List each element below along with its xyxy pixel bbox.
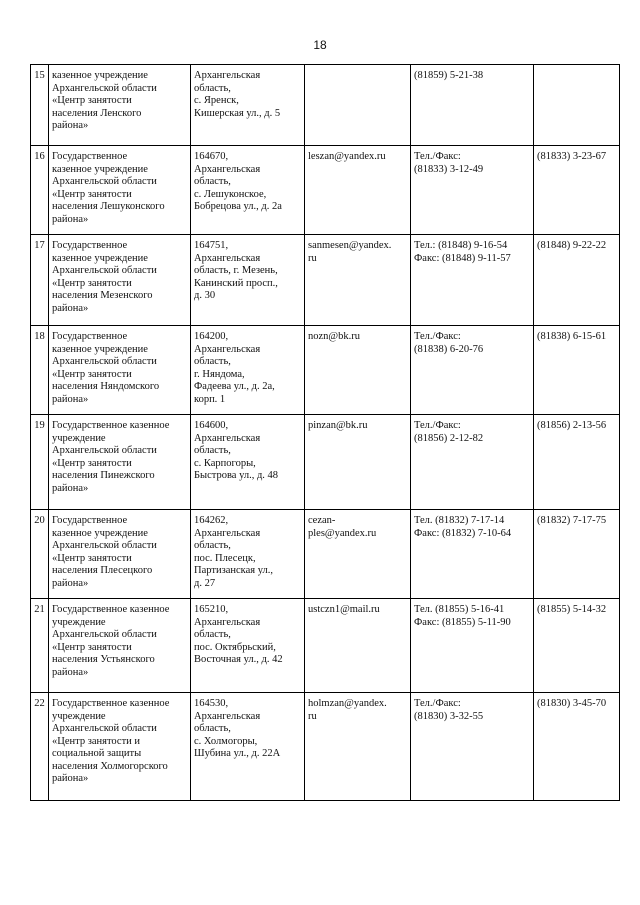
cell-text-line: района» xyxy=(52,302,89,314)
cell-text-line: (81830) 3-32-55 xyxy=(414,710,484,722)
cell-text-line: Тел. (81855) 5-16-41 xyxy=(414,604,505,615)
cell-text-line: Архангельской области xyxy=(52,82,157,94)
cell-text-line: (81832) 7-17-75 xyxy=(537,515,607,526)
cell-text-line: казенное учреждение xyxy=(52,70,148,81)
cell-text-line: (81838) 6-20-76 xyxy=(414,343,484,355)
phone-fax-cell xyxy=(411,599,534,693)
cell-text-line: Архангельская xyxy=(194,710,261,722)
table-row xyxy=(31,415,620,510)
cell-text-line: (81856) 2-12-82 xyxy=(414,432,484,444)
cell-text-line: учреждение xyxy=(52,710,106,722)
cell-text-line: nozn@bk.ru xyxy=(308,331,360,342)
address-cell xyxy=(191,599,305,693)
address-cell xyxy=(191,415,305,510)
additional-phone-cell xyxy=(534,415,620,510)
cell-text-line: Тел./Факс: xyxy=(414,331,461,342)
table-row xyxy=(31,146,620,235)
cell-text-line: Тел./Факс: xyxy=(414,698,461,709)
cell-text-line: с. Лешуконское, xyxy=(194,188,267,200)
institution-name-cell xyxy=(49,146,191,235)
cell-text-line: Факс: (81832) 7-10-64 xyxy=(414,527,512,539)
cell-text-line: 164670, xyxy=(194,151,229,162)
cell-text-line: Государственное xyxy=(52,240,128,251)
cell-text-line: учреждение xyxy=(52,432,106,444)
cell-text-line: «Центр занятости и xyxy=(52,735,141,747)
cell-text-line: 164751, xyxy=(194,240,229,251)
cell-text-line: holmzan@yandex. xyxy=(308,698,387,709)
cell-text-line: Архангельская xyxy=(194,343,261,355)
cell-text-line: казенное учреждение xyxy=(52,163,148,175)
email-cell xyxy=(305,326,411,415)
cell-text-line: Архангельской области xyxy=(52,540,157,551)
cell-text-line: пос. Плесецк, xyxy=(194,552,256,564)
cell-text-line: cezan- xyxy=(308,515,336,526)
cell-text-line: область, xyxy=(194,540,231,551)
additional-phone-cell xyxy=(534,146,620,235)
cell-text-line: область, xyxy=(194,356,231,367)
cell-text-line: 164262, xyxy=(194,515,229,526)
phone-fax-cell xyxy=(411,510,534,599)
cell-text-line: района» xyxy=(52,120,89,131)
cell-text-line: Архангельской области xyxy=(52,723,157,734)
email-cell xyxy=(305,510,411,599)
additional-phone-cell xyxy=(534,510,620,599)
cell-text-line: Архангельской области xyxy=(52,265,157,276)
cell-text-line: Государственное xyxy=(52,151,128,162)
additional-phone-cell xyxy=(534,599,620,693)
table-row xyxy=(31,693,620,801)
cell-text-line: района» xyxy=(52,482,89,494)
row-number-cell: 21 xyxy=(31,599,49,693)
cell-text-line: населения Плесецкого xyxy=(52,565,153,576)
cell-text-line: района» xyxy=(52,666,89,678)
cell-text-line: казенное учреждение xyxy=(52,343,148,355)
cell-text-line: Государственное казенное xyxy=(52,420,170,431)
cell-text-line: Тел./Факс: xyxy=(414,420,461,431)
phone-fax-cell xyxy=(411,693,534,801)
cell-text-line: Архангельская xyxy=(194,70,261,81)
employment-centers-table xyxy=(30,64,620,801)
institution-name-cell xyxy=(49,599,191,693)
additional-phone-cell xyxy=(534,326,620,415)
cell-text-line: д. 27 xyxy=(194,577,216,589)
row-number-cell: 17 xyxy=(31,235,49,326)
institution-name-cell xyxy=(49,693,191,801)
cell-text-line: населения Ленского xyxy=(52,107,142,119)
cell-text-line: 165210, xyxy=(194,604,229,615)
cell-text-line: (81859) 5-21-38 xyxy=(414,70,484,81)
phone-fax-cell xyxy=(411,415,534,510)
phone-fax-cell xyxy=(411,326,534,415)
cell-text-line: г. Няндома, xyxy=(194,368,245,380)
address-cell xyxy=(191,326,305,415)
cell-text-line: социальной защиты xyxy=(52,748,142,759)
cell-text-line: область, xyxy=(194,82,231,94)
cell-text-line: область, xyxy=(194,445,231,456)
cell-text-line: населения Пинежского xyxy=(52,470,155,481)
cell-text-line: «Центр занятости xyxy=(52,277,132,289)
additional-phone-cell xyxy=(534,235,620,326)
cell-text-line: sanmesen@yandex. xyxy=(308,240,392,251)
email-cell xyxy=(305,65,411,146)
phone-fax-cell xyxy=(411,65,534,146)
cell-text-line: Факс: (81855) 5-11-90 xyxy=(414,616,511,628)
address-cell xyxy=(191,235,305,326)
cell-text-line: «Центр занятости xyxy=(52,188,132,200)
cell-text-line: 164600, xyxy=(194,420,229,431)
cell-text-line: населения Няндомского xyxy=(52,381,160,392)
cell-text-line: «Центр занятости xyxy=(52,95,132,106)
row-number-cell: 18 xyxy=(31,326,49,415)
cell-text-line: 164530, xyxy=(194,698,229,709)
additional-phone-cell xyxy=(534,65,620,146)
cell-text-line: населения Лешуконского xyxy=(52,201,165,212)
page-number: 18 xyxy=(313,38,327,52)
row-number-cell: 20 xyxy=(31,510,49,599)
cell-text-line: района» xyxy=(52,393,89,405)
cell-text-line: ustczn1@mail.ru xyxy=(308,604,380,615)
cell-text-line: Тел.: (81848) 9-16-54 xyxy=(414,240,508,251)
cell-text-line: 164200, xyxy=(194,331,229,342)
cell-text-line: (81833) 3-23-67 xyxy=(537,151,607,162)
additional-phone-cell xyxy=(534,693,620,801)
cell-text-line: Архангельской области xyxy=(52,629,157,640)
table-row xyxy=(31,326,620,415)
email-cell xyxy=(305,146,411,235)
email-cell xyxy=(305,415,411,510)
cell-text-line: Государственное xyxy=(52,515,128,526)
address-cell xyxy=(191,693,305,801)
cell-text-line: Государственное казенное xyxy=(52,604,170,615)
cell-text-line: (81856) 2-13-56 xyxy=(537,420,607,431)
cell-text-line: ples@yandex.ru xyxy=(308,527,377,539)
address-cell xyxy=(191,65,305,146)
row-number-cell: 19 xyxy=(31,415,49,510)
cell-text-line: района» xyxy=(52,213,89,225)
institution-name-cell xyxy=(49,65,191,146)
cell-text-line: Архангельской области xyxy=(52,445,157,456)
cell-text-line: Архангельская xyxy=(194,616,261,628)
cell-text-line: Восточная ул., д. 42 xyxy=(194,654,283,665)
institution-name-cell xyxy=(49,415,191,510)
cell-text-line: область, xyxy=(194,629,231,640)
table-row xyxy=(31,235,620,326)
institution-name-cell xyxy=(49,326,191,415)
table-row xyxy=(31,510,620,599)
phone-fax-cell xyxy=(411,146,534,235)
cell-text-line: корп. 1 xyxy=(194,393,226,405)
cell-text-line: «Центр занятости xyxy=(52,457,132,469)
email-cell xyxy=(305,693,411,801)
cell-text-line: «Центр занятости xyxy=(52,641,132,653)
cell-text-line: казенное учреждение xyxy=(52,527,148,539)
cell-text-line: (81830) 3-45-70 xyxy=(537,698,607,709)
cell-text-line: Быстрова ул., д. 48 xyxy=(194,470,279,481)
institution-name-cell xyxy=(49,510,191,599)
cell-text-line: Архангельской области xyxy=(52,176,157,187)
cell-text-line: Тел./Факс: xyxy=(414,151,461,162)
table-row xyxy=(31,65,620,146)
cell-text-line: учреждение xyxy=(52,616,106,628)
cell-text-line: района» xyxy=(52,577,89,589)
cell-text-line: (81855) 5-14-32 xyxy=(537,604,607,615)
cell-text-line: ru xyxy=(308,252,317,264)
table-row xyxy=(31,599,620,693)
cell-text-line: Архангельская xyxy=(194,527,261,539)
cell-text-line: пос. Октябрьский, xyxy=(194,641,276,653)
cell-text-line: «Центр занятости xyxy=(52,368,132,380)
row-number-cell: 15 xyxy=(31,65,49,146)
cell-text-line: Архангельская xyxy=(194,163,261,175)
cell-text-line: leszan@yandex.ru xyxy=(308,151,386,162)
cell-text-line: района» xyxy=(52,773,89,784)
cell-text-line: Государственное xyxy=(52,331,128,342)
cell-text-line: Партизанская ул., xyxy=(194,565,273,576)
cell-text-line: Кишерская ул., д. 5 xyxy=(194,107,281,119)
cell-text-line: область, xyxy=(194,176,231,187)
cell-text-line: Бобрецова ул., д. 2а xyxy=(194,201,282,212)
email-cell xyxy=(305,599,411,693)
cell-text-line: с. Яренск, xyxy=(194,95,239,106)
institution-name-cell xyxy=(49,235,191,326)
cell-text-line: Архангельской области xyxy=(52,356,157,367)
row-number-cell: 22 xyxy=(31,693,49,801)
cell-text-line: pinzan@bk.ru xyxy=(308,420,368,431)
cell-text-line: Фадеева ул., д. 2а, xyxy=(194,381,275,392)
cell-text-line: Шубина ул., д. 22А xyxy=(194,748,281,759)
cell-text-line: Архангельская xyxy=(194,432,261,444)
cell-text-line: (81838) 6-15-61 xyxy=(537,331,607,342)
cell-text-line: казенное учреждение xyxy=(52,252,148,264)
cell-text-line: Факс: (81848) 9-11-57 xyxy=(414,252,511,264)
address-cell xyxy=(191,510,305,599)
cell-text-line: населения Устьянского xyxy=(52,654,155,665)
cell-text-line: область, xyxy=(194,723,231,734)
cell-text-line: ru xyxy=(308,710,317,722)
address-cell xyxy=(191,146,305,235)
cell-text-line: с. Холмогоры, xyxy=(194,735,258,747)
cell-text-line: населения Мезенского xyxy=(52,290,153,301)
cell-text-line: с. Карпогоры, xyxy=(194,457,256,469)
cell-text-line: область, г. Мезень, xyxy=(194,265,278,276)
cell-text-line: Канинский просп., xyxy=(194,277,278,289)
phone-fax-cell xyxy=(411,235,534,326)
cell-text-line: Тел. (81832) 7-17-14 xyxy=(414,515,505,526)
cell-text-line: (81833) 3-12-49 xyxy=(414,163,484,175)
cell-text-line: «Центр занятости xyxy=(52,552,132,564)
cell-text-line: (81848) 9-22-22 xyxy=(537,240,607,251)
cell-text-line: населения Холмогорского xyxy=(52,760,168,772)
cell-text-line: д. 30 xyxy=(194,290,216,301)
cell-text-line: Архангельская xyxy=(194,252,261,264)
email-cell xyxy=(305,235,411,326)
row-number-cell: 16 xyxy=(31,146,49,235)
cell-text-line: Государственное казенное xyxy=(52,698,170,709)
